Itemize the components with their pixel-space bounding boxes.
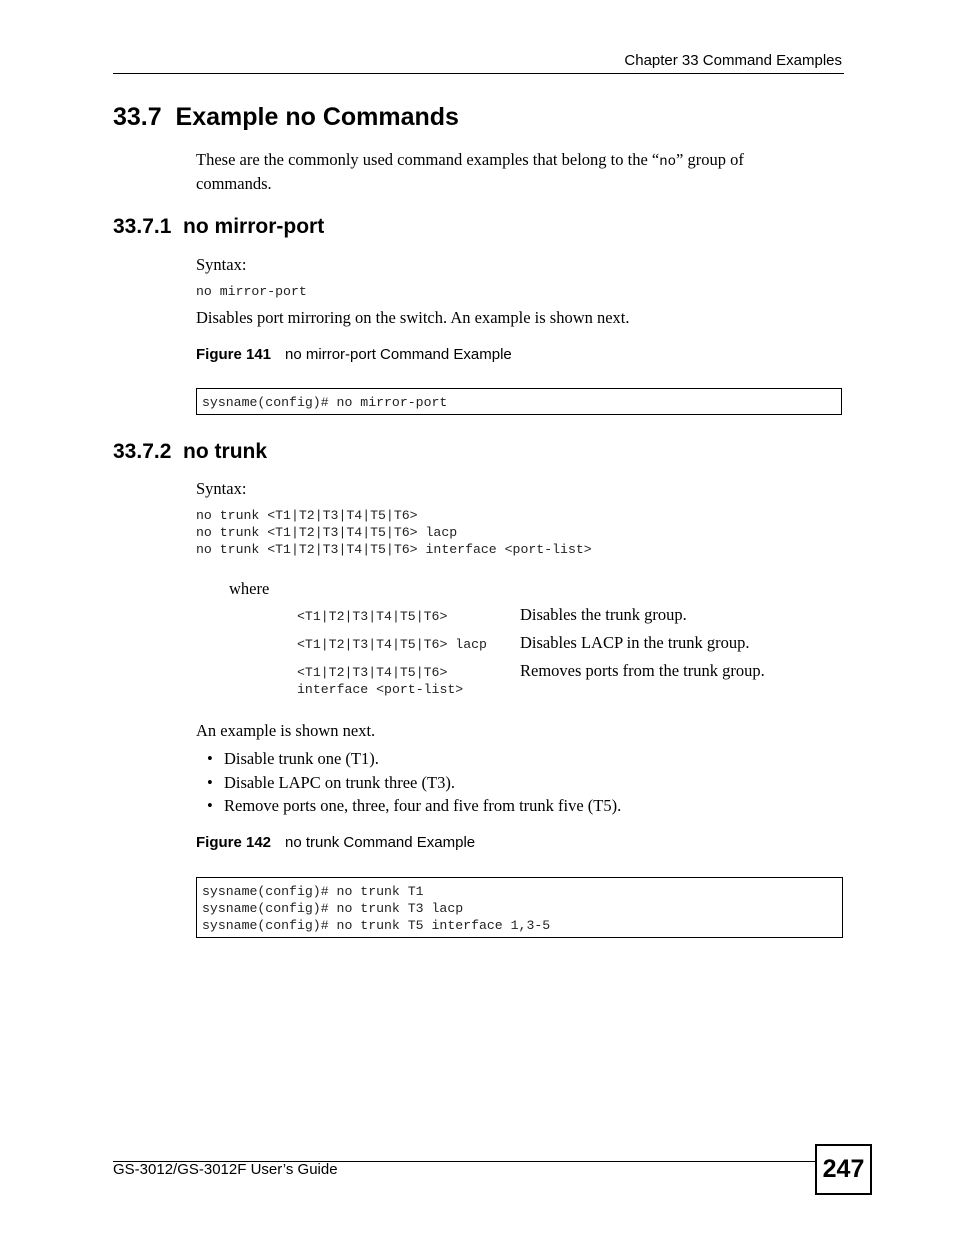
mirror-description: Disables port mirroring on the switch. An example is shown next. [196, 308, 630, 327]
list-item-text: Remove ports one, three, four and five from trunk five (T5). [224, 796, 622, 815]
subsection-title-mirror: 33.7.1 no mirror-port [113, 215, 325, 238]
bullet-icon: • [207, 796, 213, 815]
intro-text-after: ” group of [676, 150, 744, 169]
figure-142-title: no trunk Command Example [285, 834, 476, 851]
trunk-syntax-line: no trunk <T1|T2|T3|T4|T5|T6> lacp [196, 525, 458, 540]
trunk-example-intro: An example is shown next. [196, 721, 376, 740]
trunk-syntax-label: Syntax: [196, 479, 247, 498]
subsection-title-trunk: 33.7.2 no trunk [113, 440, 268, 463]
figure-141-caption [196, 346, 512, 363]
where-arg: <T1|T2|T3|T4|T5|T6> lacp [297, 637, 487, 652]
figure-142-number: Figure 142 [196, 834, 272, 851]
list-item [196, 748, 621, 772]
figure-142-code-box [196, 877, 843, 938]
figure-142-code-line: sysname(config)# no trunk T3 lacp [202, 901, 464, 916]
trunk-syntax-line: no trunk <T1|T2|T3|T4|T5|T6> interface <port-list> [196, 542, 592, 557]
where-desc: Disables the trunk group. [520, 605, 687, 624]
figure-141-number: Figure 141 [196, 346, 272, 363]
where-desc: Disables LACP in the trunk group. [520, 633, 750, 652]
list-item [196, 795, 621, 819]
bullet-icon: • [207, 749, 213, 768]
figure-142-code-line: sysname(config)# no trunk T5 interface 1,3-5 [202, 918, 551, 933]
header-rule [113, 73, 844, 74]
trunk-syntax-code [196, 507, 592, 558]
section-intro [196, 149, 836, 194]
section-title: 33.7 Example no Commands [113, 103, 459, 131]
figure-141-title: no mirror-port Command Example [285, 346, 512, 363]
mirror-syntax-label: Syntax: [196, 255, 247, 274]
figure-141-code-box [196, 388, 842, 415]
list-item-text: Disable trunk one (T1). [224, 749, 379, 768]
intro-text-line2: commands. [196, 174, 272, 193]
page-number: 247 [815, 1144, 872, 1195]
intro-text-before: These are the commonly used command examples that belong to the “ [196, 150, 660, 169]
figure-142-caption [196, 834, 475, 851]
trunk-syntax-line: no trunk <T1|T2|T3|T4|T5|T6> [196, 508, 418, 523]
where-label: where [229, 579, 270, 598]
figure-141-code: sysname(config)# no mirror-port [202, 395, 448, 410]
where-arg: <T1|T2|T3|T4|T5|T6> interface <port-list> [297, 665, 464, 697]
running-head: Chapter 33 Command Examples [624, 52, 842, 69]
intro-code: no [659, 154, 677, 170]
figure-142-code-line: sysname(config)# no trunk T1 [202, 884, 424, 899]
trunk-bullet-list [196, 748, 621, 819]
footer-guide-title: GS-3012/GS-3012F User’s Guide [113, 1161, 338, 1178]
mirror-syntax-code: no mirror-port [196, 284, 307, 299]
list-item [196, 772, 621, 796]
where-desc: Removes ports from the trunk group. [520, 661, 765, 680]
where-arg: <T1|T2|T3|T4|T5|T6> [297, 609, 448, 624]
list-item-text: Disable LAPC on trunk three (T3). [224, 772, 455, 792]
bullet-icon: • [207, 772, 213, 792]
